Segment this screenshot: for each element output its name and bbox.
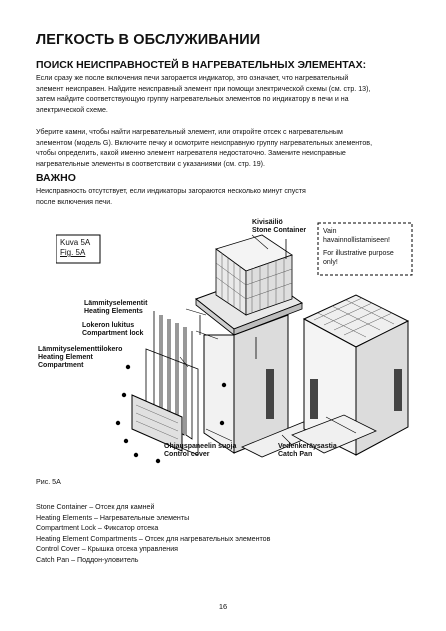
label-line: Lokeron lukitus	[82, 322, 135, 329]
label-heating-compartment	[38, 346, 122, 370]
text-line: элемент неисправен. Найдите неисправный элемент при помощи электрической схемы (см. стр. 13),	[36, 84, 371, 93]
label-line: Vedenkeräysastia	[278, 443, 337, 450]
label-line: Ohjauspaneelin suoja	[164, 443, 237, 450]
figure-tag-fi: Kuva 5A	[60, 238, 91, 247]
label-line: Catch Pan	[278, 451, 313, 458]
illustrative-note	[323, 227, 394, 267]
note-line: For illustrative purpose	[323, 250, 394, 257]
paragraph-replace	[36, 127, 412, 169]
label-line: Control cover	[164, 451, 210, 458]
legend-item: Control Cover – Крышка отсека управления	[36, 545, 179, 554]
label-line: Kivisäiliö	[252, 219, 283, 226]
page-heading: ЛЕГКОСТЬ В ОБСЛУЖИВАНИИ	[36, 32, 261, 48]
figure-tag-en: Fig. 5A	[60, 248, 86, 257]
figure-5a	[38, 219, 416, 467]
label-line: Lämmityselementit	[84, 300, 148, 307]
legend-item: Stone Container – Отсек для камней	[36, 503, 155, 511]
figure-caption: Рис. 5А	[36, 478, 61, 486]
label-line: Stone Container	[252, 227, 307, 234]
label-line: Lämmityselementtilokero	[38, 346, 123, 353]
label-line: Compartment	[38, 362, 84, 369]
label-stone-container	[252, 219, 306, 235]
legend-item: Compartment Lock – Фиксатор отсека	[36, 524, 159, 533]
section-title-important: ВАЖНО	[36, 172, 76, 184]
text-line: Уберите камни, чтобы найти нагревательный элемент, или откройте отсек с нагревательным	[36, 128, 343, 136]
label-line: Heating Element	[38, 354, 93, 361]
note-line: Vain	[323, 228, 337, 235]
paragraph-important	[36, 186, 412, 207]
figure-legend	[36, 502, 270, 566]
text-line: после включения печи.	[36, 197, 113, 206]
paragraph-indicator	[36, 73, 412, 115]
note-line: havainnollistamiseen!	[323, 237, 390, 244]
section-title-troubleshooting: ПОИСК НЕИСПРАВНОСТЕЙ В НАГРЕВАТЕЛЬНЫХ ЭЛЕМЕНТАХ:	[36, 59, 367, 71]
legend-item: Heating Elements – Нагревательные элементы	[36, 513, 190, 522]
text-line: Неисправность отсутствует, если индикаторы загораются несколько минут спустя	[36, 187, 306, 195]
legend-item: Heating Element Compartments – Отсек для нагревательных элементов	[36, 534, 271, 543]
note-line: only!	[323, 259, 338, 266]
legend-item: Catch Pan – Поддон-уловитель	[36, 555, 139, 564]
text-line: электрической схеме.	[36, 105, 108, 114]
text-line: чтобы определить, какой именно элемент нагревателя недостаточно. Замените неисправные	[36, 149, 346, 158]
page-number: 16	[218, 602, 228, 611]
label-control-cover	[164, 443, 236, 459]
text-line: затем найдите соответствующую группу нагревательных элементов по индикатору в печи и на	[36, 95, 349, 104]
text-line: Если сразу же после включения печи загорается индикатор, это означает, что нагревательный	[36, 74, 349, 82]
label-line: Compartment lock	[82, 330, 144, 337]
label-catch-pan	[278, 443, 337, 459]
text-line: нагревательные элементы в соответствии с указаниями (см. стр. 19).	[36, 159, 266, 168]
text-line: элементом (модель G). Включите печку и осмотрите неисправную группу нагревательных элементов,	[36, 138, 373, 147]
label-heating-elements	[84, 300, 147, 316]
label-compartment-lock	[82, 322, 143, 338]
figure-tag	[60, 238, 90, 258]
label-line: Heating Elements	[84, 308, 143, 315]
